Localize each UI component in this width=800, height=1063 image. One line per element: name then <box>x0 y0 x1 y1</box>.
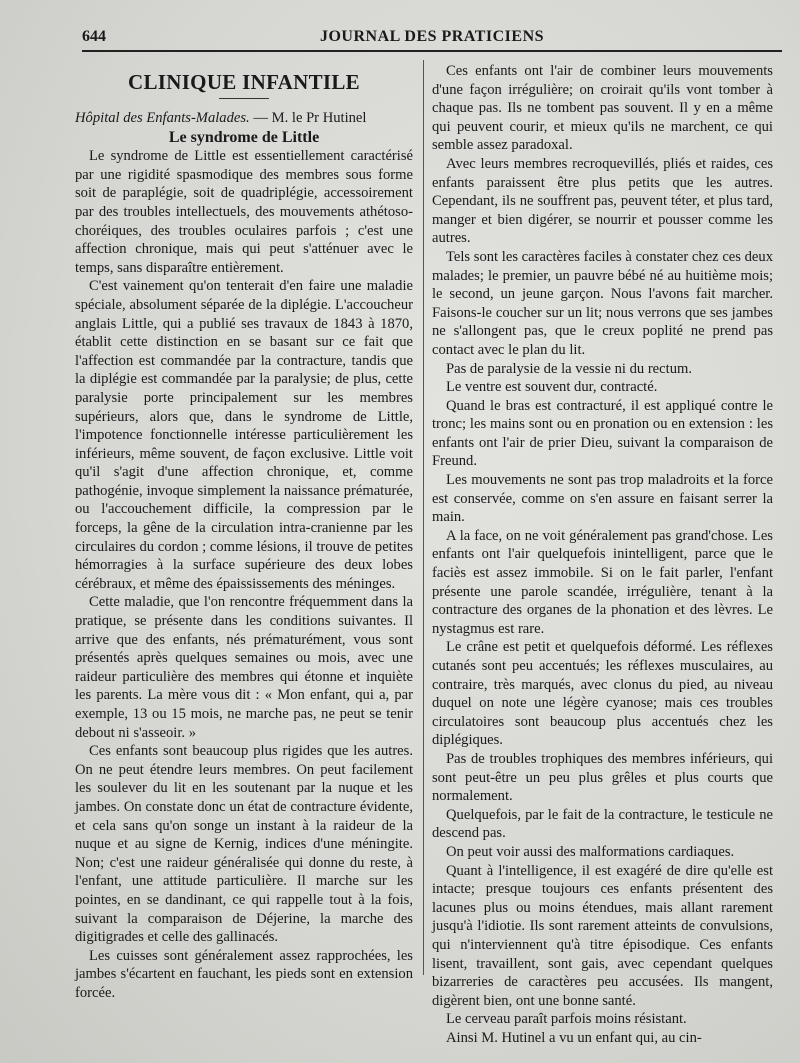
paragraph: Le cerveau paraît parfois moins résistant. <box>446 1011 687 1028</box>
paragraph: Pas de troubles trophiques des membres inférieurs, qui sont peut-être un peu plus grêles et plus courts que normalement. <box>432 750 773 805</box>
left-column <box>75 62 413 1003</box>
page-number: 644 <box>82 28 106 45</box>
article-title: Le syndrome de Little <box>168 128 320 146</box>
paragraph: Les cuisses sont généralement assez rapprochées, les jambes s'écartent en fauchant, les pieds sont en extension forcée. <box>75 947 413 1001</box>
paragraph: Ces enfants sont beaucoup plus rigides que les autres. On ne peut étendre leurs membres. On peut facilement les soulever du lit en les soutenant par la nuque et les jambes. On constate donc un état de contracture évidente, et cela sans qu'on songe un instant à la raideur de la nuque et au signe de Kernig, indices d'une méningite. Non; c'est une raideur généralisée qui donne du reste, à l'enfant, une attitude particulière. Il marche sur les pointes, en se dandinant, ce qui rappelle tout à la fois, suivant la comparaison de Déjerine, la marche des digitigrades et celle des gallinacés. <box>75 743 413 946</box>
page-header <box>82 18 782 52</box>
byline-hospital: Hôpital des Enfants-Malades. <box>75 110 250 126</box>
right-column <box>432 62 773 1047</box>
paragraph: Le syndrome de Little est essentiellement caractérisé par une rigidité spasmodique des membres sous forme soit de paraplégie, soit de quadriplégie, accessoirement par des troubles intellectuels, des mouvements athétoso-choréiques, des troubles oculaires parfois ; c'est une affection chronique, mais qui peut s'atténuer avec le temps, sans disparaître entièrement. <box>75 148 413 276</box>
paragraph: Tels sont les caractères faciles à constater chez ces deux malades; le premier, un pauvre bébé né au huitième mois; le second, un jeune garçon. Nous l'avons fait marcher. Faisons-le coucher sur un lit; nous verrons que ses jambes ne s'allongent pas, que le creux poplité ne prend pas contact avec le plan du lit. <box>432 248 773 358</box>
paragraph: Quand le bras est contracturé, il est appliqué contre le tronc; les mains sont ou en pronation ou en extension : les enfants ont l'air de prier Dieu, suivant la comparaison de Freund. <box>432 397 773 470</box>
paragraph: Le ventre est souvent dur, contracté. <box>446 379 658 396</box>
paragraph: A la face, on ne voit généralement pas grand'chose. Les enfants ont l'air quelquefois inintelligent, parce que le faciès est assez immobile. Si on le fait parler, l'enfant présente une parole scandée, irrégulière, tenant à la contracture des organes de la phonation et des lèvres. Le nystagmus est rare. <box>432 527 773 637</box>
section-rule <box>219 98 269 99</box>
byline-author: — M. le Pr Hutinel <box>253 110 367 126</box>
paragraph: Quant à l'intelligence, il est exagéré de dire qu'elle est intacte; presque toujours ces enfants présentent des lacunes plus ou moins étendues, mais allant rarement jusqu'à l'idiotie. Ils sont rarement atteints de convulsions, qui n'interviennent qu'à titre épisodique. Ces enfants lisent, travaillent, sont gais, avec cependant quelques bizarreries de caractères peu accusées. Ils mangent, digèrent bien, ont une bonne santé. <box>432 862 773 1009</box>
column-divider <box>423 60 424 975</box>
paragraph: Le crâne est petit et quelquefois déformé. Les réflexes cutanés sont peu accentués; les réflexes musculaires, au contraire, très marqués, avec clonus du pied, au niveau duquel on note une légère cyanose; mais ces troubles circulatoires sont beaucoup plus accentués chez les diplégiques. <box>432 639 773 749</box>
paragraph: Ainsi M. Hutinel a vu un enfant qui, au cin- <box>446 1029 702 1046</box>
paragraph: Ces enfants ont l'air de combiner leurs mouvements d'une façon irrégulière; on croirait qu'ils vont tomber à chaque pas. Ils ne tombent pas souvent. Il y en a même qui peuvent courir, et mieux qu'ils ne marchent, ce qui semble assez paradoxal. <box>432 63 773 154</box>
paragraph: Les mouvements ne sont pas trop maladroits et la force est conservée, comme on s'en assure en faisant serrer la main. <box>432 472 773 526</box>
paragraph: Cette maladie, que l'on rencontre fréquemment dans la pratique, se présente dans les conditions suivantes. Il arrive que des enfants, nés prématurément, vous sont présentés après quelques semaines ou mois, avec une raideur particulière des membres qui étonne et inquiète les parents. La mère vous dit : « Mon enfant, qui a, par exemple, 13 ou 15 mois, ne marche pas, ne peut se tenir debout ni s'asseoir. » <box>75 594 413 741</box>
paragraph: Pas de paralysie de la vessie ni du rectum. <box>446 360 692 377</box>
paragraph: Quelquefois, par le fait de la contracture, le testicule ne descend pas. <box>432 806 773 842</box>
byline <box>75 109 413 128</box>
paragraph: On peut voir aussi des malformations cardiaques. <box>446 843 735 860</box>
journal-title: JOURNAL DES PRATICIENS <box>319 28 545 45</box>
paragraph: Avec leurs membres recroquevillés, pliés et raides, ces enfants paraissent être plus petits que les autres. Cependant, ils ne souffrent pas, peuvent téter, et plus tard, manger et bien digérer, se nourrir et pousser comme les autres. <box>432 155 773 247</box>
paragraph: C'est vainement qu'on tenterait d'en faire une maladie spéciale, absolument séparée de la diplégie. L'accoucheur anglais Little, qui a publié ses travaux de 1843 à 1870, établit cette distinction en se basant sur ce fait que l'affection est commandée par la contracture, tandis que la diplégie est commandée par la paralysie; de plus, cette paralysie porte principalement sur les membres supérieurs, alors que, dans le syndrome de Little, l'impotence fonctionnelle intéresse particulièrement les inférieurs, même souvent, de façon exclusive. Little voit qu'il s'agit d'une affection chronique, et, comme pathogénie, invoque simplement la naissance prématurée, ou l'accouchement difficile, la compression par le forceps, la gêne de la circulation intra-cranienne par les circulaires du cordon ; comme lésions, il trouve de petites hémorragies à la surface supérieure des deux lobes cérébraux, et même des épaississements des méninges. <box>75 278 413 592</box>
section-title: CLINIQUE INFANTILE <box>128 70 360 94</box>
